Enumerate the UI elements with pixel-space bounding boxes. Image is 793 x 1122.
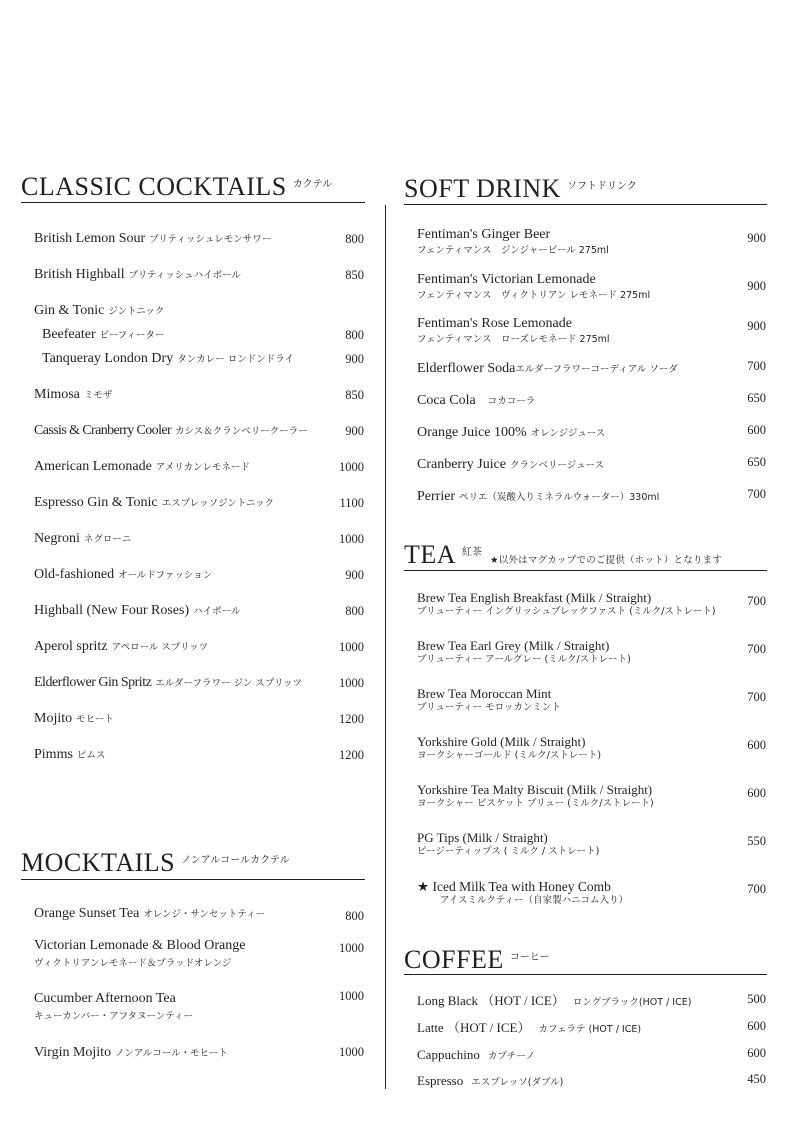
item-price: 1200 xyxy=(339,712,364,726)
menu-item: Virgin Mojito ノンアルコール・モヒート xyxy=(34,1045,228,1060)
menu-item: Cappuchino カプチーノ xyxy=(417,1047,536,1062)
menu-item: Beefeater ビーフィーター xyxy=(42,327,165,342)
menu-item: Victorian Lemonade & Blood Orange xyxy=(34,938,246,953)
item-price: 600 xyxy=(747,786,766,800)
menu-item: Perrier ペリエ（炭酸入りミネラルウォーター）330ml xyxy=(417,489,660,504)
section-divider xyxy=(21,879,365,880)
item-price: 700 xyxy=(747,642,766,656)
item-price: 1100 xyxy=(339,496,364,510)
item-price: 850 xyxy=(345,388,364,402)
menu-item: PG Tips (Milk / Straight) xyxy=(417,830,548,845)
menu-item: Coca Cola コカコーラ xyxy=(417,393,536,408)
section-title: COFFEE xyxy=(404,945,504,974)
menu-item-jp: ヴィクトリアンレモネード＆ブラッドオレンジ xyxy=(34,958,232,969)
menu-item: Elderflower Gin Spritz エルダーフラワー ジン スプリッツ xyxy=(34,675,302,690)
item-price: 900 xyxy=(747,319,766,333)
menu-item: Tanqueray London Dry タンカレー ロンドンドライ xyxy=(42,351,294,366)
item-price: 900 xyxy=(345,352,364,366)
menu-item-group: Gin & Tonic ジントニック xyxy=(34,303,165,318)
item-price: 1000 xyxy=(339,460,364,474)
menu-item-jp: ヨークシャー ビスケット ブリュー (ミルク/ストレート) xyxy=(417,798,654,809)
section-title: SOFT DRINK xyxy=(404,174,561,203)
item-price: 700 xyxy=(747,359,766,373)
item-price: 600 xyxy=(747,423,766,437)
menu-item-jp: フェンティマンス ヴィクトリアン レモネード 275ml xyxy=(417,290,651,301)
menu-item: Espresso Gin & Tonic エスプレッソジントニック xyxy=(34,495,275,510)
menu-item: Espresso エスプレッソ(ダブル) xyxy=(417,1073,564,1088)
menu-item: Yorkshire Gold (Milk / Straight) xyxy=(417,734,586,749)
item-price: 700 xyxy=(747,487,766,501)
item-price: 900 xyxy=(345,568,364,582)
menu-item: Brew Tea English Breakfast (Milk / Straight) xyxy=(417,590,652,605)
menu-item: Old-fashioned オールドファッション xyxy=(34,567,213,582)
coffee-heading xyxy=(404,947,549,973)
menu-item-jp: ブリューティー モロッカンミント xyxy=(417,702,561,713)
menu-item: Aperol spritz アペロール スプリッツ xyxy=(34,639,209,654)
menu-item-jp: ヨークシャーゴールド (ミルク/ストレート) xyxy=(417,750,602,761)
item-price: 700 xyxy=(747,594,766,608)
menu-item: American Lemonade アメリカンレモネード xyxy=(34,459,250,474)
menu-item: British Lemon Sour ブリティッシュレモンサワー xyxy=(34,231,272,246)
menu-item: Cranberry Juice クランベリージュース xyxy=(417,457,605,472)
menu-item: Elderflower Sodaエルダーフラワーコーディアル ソーダ xyxy=(417,361,678,376)
item-price: 450 xyxy=(747,1072,766,1086)
menu-item: British Highball ブリティッシュハイボール xyxy=(34,267,241,282)
section-divider xyxy=(404,204,767,205)
menu-item: Highball (New Four Roses) ハイボール xyxy=(34,603,241,618)
menu-item: Long Black （HOT / ICE） ロングブラック(HOT / ICE) xyxy=(417,993,692,1008)
soft-drink-heading xyxy=(404,176,637,202)
item-price: 650 xyxy=(747,391,766,405)
item-price: 800 xyxy=(345,604,364,618)
item-price: 1200 xyxy=(339,748,364,762)
menu-item: Fentiman's Ginger Beer xyxy=(417,227,551,242)
menu-item: Orange Juice 100% オレンジジュース xyxy=(417,425,606,440)
item-price: 650 xyxy=(747,455,766,469)
item-price: 900 xyxy=(747,279,766,293)
section-title: TEA xyxy=(404,540,457,569)
section-title-jp: ソフトドリンク xyxy=(566,181,637,192)
menu-item-jp: ブリューティー アールグレー (ミルク/ストレート) xyxy=(417,654,631,665)
menu-item: Mojito モヒート xyxy=(34,711,114,726)
item-price: 800 xyxy=(345,909,364,923)
section-title-jp: カクテル xyxy=(292,179,333,190)
section-title-jp: ノンアルコールカクテル xyxy=(181,855,290,866)
item-price: 1000 xyxy=(339,989,364,1003)
item-price: 800 xyxy=(345,232,364,246)
section-divider xyxy=(404,570,767,571)
menu-item: Fentiman's Rose Lemonade xyxy=(417,316,572,331)
item-price: 600 xyxy=(747,1046,766,1060)
menu-item: Mimosa ミモザ xyxy=(34,387,113,402)
menu-item-jp: ブリューティー イングリッシュブレックファスト (ミルク/ストレート) xyxy=(417,606,716,617)
item-price: 1000 xyxy=(339,676,364,690)
section-divider xyxy=(21,202,365,203)
item-price: 900 xyxy=(345,424,364,438)
item-price: 1000 xyxy=(339,1045,364,1059)
item-price: 900 xyxy=(747,231,766,245)
item-price: 550 xyxy=(747,834,766,848)
menu-item: Latte （HOT / ICE） カフェラテ (HOT / ICE) xyxy=(417,1020,642,1035)
classic-cocktails-heading xyxy=(21,174,332,200)
menu-item: Brew Tea Moroccan Mint xyxy=(417,686,552,701)
item-price: 1000 xyxy=(339,941,364,955)
item-price: 1000 xyxy=(339,640,364,654)
item-price: 600 xyxy=(747,738,766,752)
mocktails-heading xyxy=(21,850,290,876)
menu-item-jp: アイスミルクティー（自家製ハニコム入り） xyxy=(440,895,629,906)
item-price: 850 xyxy=(345,268,364,282)
section-title: CLASSIC COCKTAILS xyxy=(21,172,287,201)
menu-item-jp: キューカンバー・アフタヌーンティー xyxy=(34,1011,194,1022)
section-title-jp: 紅茶 xyxy=(462,547,483,558)
item-price: 700 xyxy=(747,690,766,704)
tea-heading xyxy=(404,542,722,568)
column-divider xyxy=(385,205,386,1089)
section-title: MOCKTAILS xyxy=(21,848,176,877)
item-price: 600 xyxy=(747,1019,766,1033)
menu-item: Cassis & Cranberry Cooler カシス＆クランベリークーラー xyxy=(34,423,308,438)
menu-item: Cucumber Afternoon Tea xyxy=(34,991,176,1006)
item-price: 500 xyxy=(747,992,766,1006)
menu-item-jp: ピージーティップス ( ミルク / ストレート) xyxy=(417,846,600,857)
menu-item: Fentiman's Victorian Lemonade xyxy=(417,272,596,287)
section-divider xyxy=(404,974,767,975)
menu-item: ★ Iced Milk Tea with Honey Comb xyxy=(417,879,611,894)
item-price: 800 xyxy=(345,328,364,342)
menu-item-jp: フェンティマンス ジンジャービール 275ml xyxy=(417,245,609,256)
item-price: 700 xyxy=(747,882,766,896)
menu-item: Negroni ネグローニ xyxy=(34,531,132,546)
menu-item: Brew Tea Earl Grey (Milk / Straight) xyxy=(417,638,610,653)
tea-service-note: ★以外はマグカップでのご提供（ホット）となります xyxy=(490,555,723,566)
menu-item: Orange Sunset Tea オレンジ・サンセットティー xyxy=(34,906,266,921)
section-title-jp: コーヒー xyxy=(509,952,550,963)
menu-item: Yorkshire Tea Malty Biscuit (Milk / Straight) xyxy=(417,782,653,797)
menu-item: Pimms ピムス xyxy=(34,747,106,762)
item-price: 1000 xyxy=(339,532,364,546)
menu-item-jp: フェンティマンス ローズレモネード 275ml xyxy=(417,334,610,345)
